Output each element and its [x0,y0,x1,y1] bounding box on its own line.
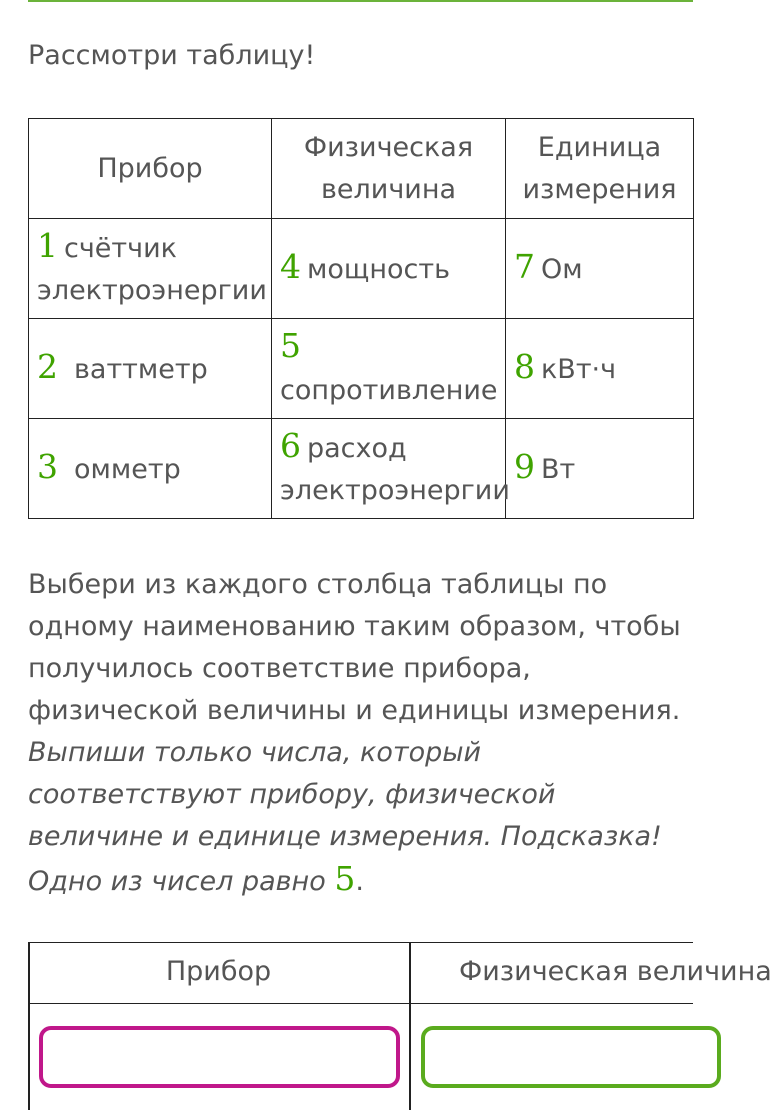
quantity-answer-input[interactable] [421,1026,721,1088]
task-italic-text: Выпиши только числа, который соответствуют прибору, физической величине и единице измерения. Подсказка! Одно из чисел равно [28,737,662,897]
item-number: 6 [280,426,301,465]
task-instructions [28,564,698,903]
item-text: кВт·ч [541,354,617,385]
item-text: расход электроэнергии [280,433,510,506]
item-text: ваттметр [74,354,208,385]
answer-header-quantity: Физическая величина [459,956,772,987]
device-answer-input[interactable] [39,1026,400,1088]
table-cell [272,319,506,419]
table-cell [272,419,510,519]
item-number: 1 [37,226,58,265]
item-number: 7 [514,247,535,286]
item-text: сопротивление [280,375,498,406]
table-row [29,419,694,519]
item-number: 3 [37,447,58,486]
answer-table [28,942,772,1110]
item-number: 8 [514,347,535,386]
item-text: мощность [307,254,450,285]
reference-table [28,118,694,519]
table-cell [506,419,694,519]
item-text: счётчик электроэнергии [37,233,267,306]
item-number: 4 [280,247,301,286]
hint-number: 5 [334,859,356,898]
item-number: 2 [37,347,58,386]
header-unit: Единица измерения [506,119,694,219]
item-number: 9 [514,447,535,486]
table-header-row [29,119,694,219]
table-cell [506,219,694,319]
table-cell [506,319,694,419]
task-text: Выбери из каждого столбца таблицы по одному наименованию таким образом, чтобы получилось соответствие прибора, физической величины и единицы измерения. [28,569,681,726]
header-quantity: Физическая величина [272,119,506,219]
table-cell [29,219,272,319]
item-number: 5 [280,326,301,365]
table-cell [272,219,506,319]
header-device: Прибор [29,119,272,219]
top-divider [28,0,693,2]
task-end: . [355,866,364,897]
table-cell [29,319,272,419]
item-text: Вт [541,454,576,485]
table-cell [29,419,272,519]
item-text: омметр [74,454,181,485]
answer-header-device: Прибор [165,956,272,987]
intro-text: Рассмотри таблицу! [28,40,316,71]
item-text: Ом [541,254,583,285]
table-row [29,319,694,419]
table-row [29,219,694,319]
